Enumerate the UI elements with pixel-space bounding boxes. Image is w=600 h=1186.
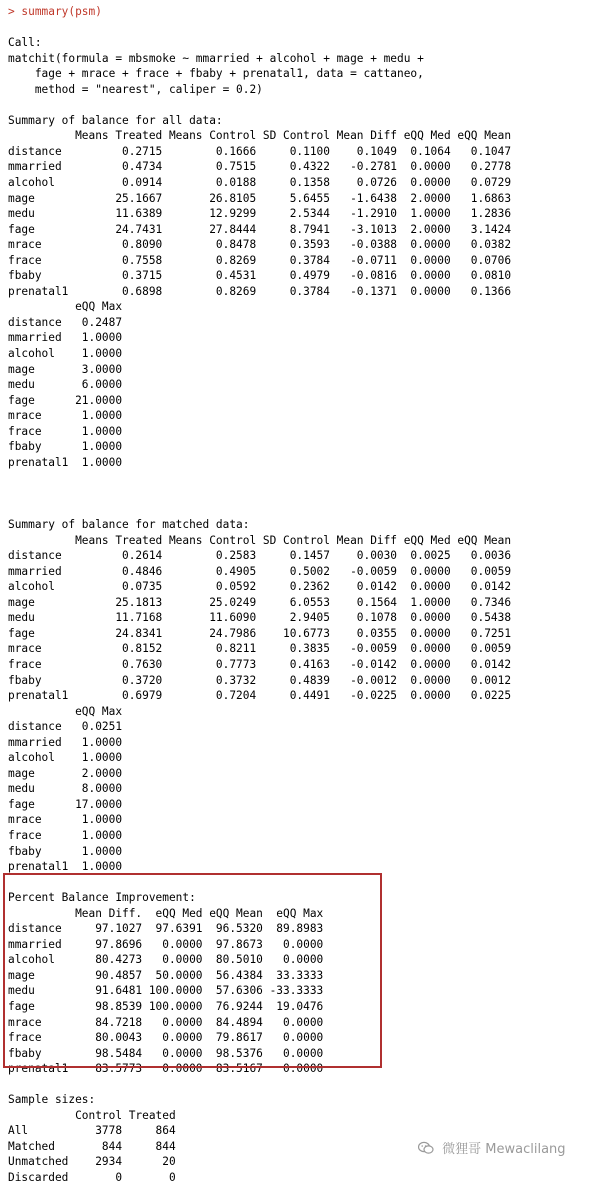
all-data-row: mrace 1.0000 xyxy=(8,409,123,423)
matched-data-row: fbaby 0.3720 0.3732 0.4839 -0.0012 0.0000 0.0012 xyxy=(8,673,512,687)
all-data-row: distance 0.2715 0.1666 0.1100 0.1049 0.1064 0.1047 xyxy=(8,144,512,158)
matched-data-row: frace 0.7630 0.7773 0.4163 -0.0142 0.0000 0.0142 xyxy=(8,657,512,671)
sample-sizes-row: All 3778 864 xyxy=(8,1124,176,1138)
matched-data-row: medu 11.7168 11.6090 2.9405 0.1078 0.0000 0.5438 xyxy=(8,611,512,625)
all-data-row: mrace 0.8090 0.8478 0.3593 -0.0388 0.0000 0.0382 xyxy=(8,238,512,252)
call-row: matchit(formula = mbsmoke ~ mmarried + alcohol + mage + medu + xyxy=(8,51,424,65)
matched-data-row: mrace 0.8152 0.8211 0.3835 -0.0059 0.0000 0.0059 xyxy=(8,642,512,656)
watermark xyxy=(418,1138,566,1159)
blank-line xyxy=(8,470,600,486)
matched-data-row: distance 0.0251 xyxy=(8,720,123,734)
call-row: fage + mrace + frace + fbaby + prenatal1, data = cattaneo, xyxy=(8,67,424,81)
improvement-row: prenatal1 83.5773 0.0000 83.5167 0.0000 xyxy=(8,1062,324,1076)
call-block xyxy=(8,35,600,97)
matched-data-row: fbaby 1.0000 xyxy=(8,844,123,858)
all-data-row: prenatal1 0.6898 0.8269 0.3784 -0.1371 0.0000 0.1366 xyxy=(8,284,512,298)
all-data-row: medu 6.0000 xyxy=(8,378,123,392)
matched-data-row: alcohol 0.0735 0.0592 0.2362 0.0142 0.0000 0.0142 xyxy=(8,580,512,594)
matched-data-row: mmarried 0.4846 0.4905 0.5002 -0.0059 0.0000 0.0059 xyxy=(8,564,512,578)
sample-sizes-row: Control Treated xyxy=(8,1108,176,1122)
matched-data-row: alcohol 1.0000 xyxy=(8,751,123,765)
improvement-row: frace 80.0043 0.0000 79.8617 0.0000 xyxy=(8,1031,324,1045)
command-prompt-line: > summary(psm) xyxy=(8,5,102,18)
all-data-row: distance 0.2487 xyxy=(8,315,123,329)
matched-data-row: mrace 1.0000 xyxy=(8,813,123,827)
all-data-row: fbaby 0.3715 0.4531 0.4979 -0.0816 0.0000 0.0810 xyxy=(8,269,512,283)
sample-sizes-row: Unmatched 2934 20 xyxy=(8,1155,176,1169)
blank-line xyxy=(8,486,600,502)
matched-data-row: medu 8.0000 xyxy=(8,782,123,796)
wechat-icon xyxy=(418,1141,434,1159)
call-title: Call: xyxy=(8,36,42,50)
all-data-row: Means Treated Means Control SD Control Mean Diff eQQ Med eQQ Mean xyxy=(8,129,512,143)
all-data-row: mage 3.0000 xyxy=(8,362,123,376)
matched-data-row: distance 0.2614 0.2583 0.1457 0.0030 0.0025 0.0036 xyxy=(8,549,512,563)
matched-data-row: mage 25.1813 25.0249 6.0553 0.1564 1.0000 0.7346 xyxy=(8,595,512,609)
improvement-row: fage 98.8539 100.0000 76.9244 19.0476 xyxy=(8,1000,324,1013)
watermark-text: 微狸哥 Mewaclilang xyxy=(442,1142,566,1157)
all-data-title: Summary of balance for all data: xyxy=(8,113,223,127)
all-data-row: mmarried 0.4734 0.7515 0.4322 -0.2781 0.0000 0.2778 xyxy=(8,160,512,174)
blank-line xyxy=(8,97,600,113)
all-data-row: alcohol 0.0914 0.0188 0.1358 0.0726 0.0000 0.0729 xyxy=(8,176,512,190)
blank-line xyxy=(8,1077,600,1093)
matched-data-row: eQQ Max xyxy=(8,704,123,718)
sample-sizes-title: Sample sizes: xyxy=(8,1093,96,1107)
all-data-row: fbaby 1.0000 xyxy=(8,440,123,454)
matched-data-row: fage 17.0000 xyxy=(8,797,123,811)
matched-data-row: prenatal1 1.0000 xyxy=(8,860,123,874)
improvement-row: distance 97.1027 97.6391 96.5320 89.8983 xyxy=(8,922,324,936)
all-data-row: mage 25.1667 26.8105 5.6455 -1.6438 2.0000 1.6863 xyxy=(8,191,512,205)
improvement-title: Percent Balance Improvement: xyxy=(8,891,196,905)
improvement-row: mrace 84.7218 0.0000 84.4894 0.0000 xyxy=(8,1015,324,1029)
sample-sizes-row: Matched 844 844 xyxy=(8,1139,176,1153)
percent-balance-improvement-table xyxy=(8,890,600,1077)
matched-data-title: Summary of balance for matched data: xyxy=(8,518,250,532)
blank-line xyxy=(8,502,600,518)
improvement-row: mage 90.4857 50.0000 56.4384 33.3333 xyxy=(8,968,324,982)
all-data-row: fage 24.7431 27.8444 8.7941 -3.1013 2.0000 3.1424 xyxy=(8,222,512,236)
matched-data-row: mage 2.0000 xyxy=(8,766,123,780)
improvement-row: fbaby 98.5484 0.0000 98.5376 0.0000 xyxy=(8,1046,324,1060)
all-data-row: prenatal1 1.0000 xyxy=(8,455,123,469)
matched-data-row: mmarried 1.0000 xyxy=(8,735,123,749)
all-data-row: frace 0.7558 0.8269 0.3784 -0.0711 0.0000 0.0706 xyxy=(8,253,512,267)
improvement-row: medu 91.6481 100.0000 57.6306 -33.3333 xyxy=(8,984,324,998)
improvement-row: Mean Diff. eQQ Med eQQ Mean eQQ Max xyxy=(8,906,324,920)
all-data-row: alcohol 1.0000 xyxy=(8,347,123,361)
all-data-row: fage 21.0000 xyxy=(8,393,123,407)
all-data-row: medu 11.6389 12.9299 2.5344 -1.2910 1.0000 1.2836 xyxy=(8,207,512,221)
all-data-row: eQQ Max xyxy=(8,300,123,314)
improvement-row: alcohol 80.4273 0.0000 80.5010 0.0000 xyxy=(8,953,324,967)
matched-data-row: frace 1.0000 xyxy=(8,828,123,842)
summary-matched-data-table xyxy=(8,517,600,875)
summary-all-data-table xyxy=(8,113,600,471)
all-data-row: mmarried 1.0000 xyxy=(8,331,123,345)
call-row: method = "nearest", caliper = 0.2) xyxy=(8,82,263,96)
sample-sizes-row: Discarded 0 0 xyxy=(8,1171,176,1185)
blank-line xyxy=(8,20,600,36)
blank-line xyxy=(8,875,600,891)
all-data-row: frace 1.0000 xyxy=(8,424,123,438)
matched-data-row: fage 24.8341 24.7986 10.6773 0.0355 0.0000 0.7251 xyxy=(8,626,512,640)
improvement-row: mmarried 97.8696 0.0000 97.8673 0.0000 xyxy=(8,937,324,951)
matched-data-row: prenatal1 0.6979 0.7204 0.4491 -0.0225 0.0000 0.0225 xyxy=(8,689,512,703)
matched-data-row: Means Treated Means Control SD Control Mean Diff eQQ Med eQQ Mean xyxy=(8,533,512,547)
